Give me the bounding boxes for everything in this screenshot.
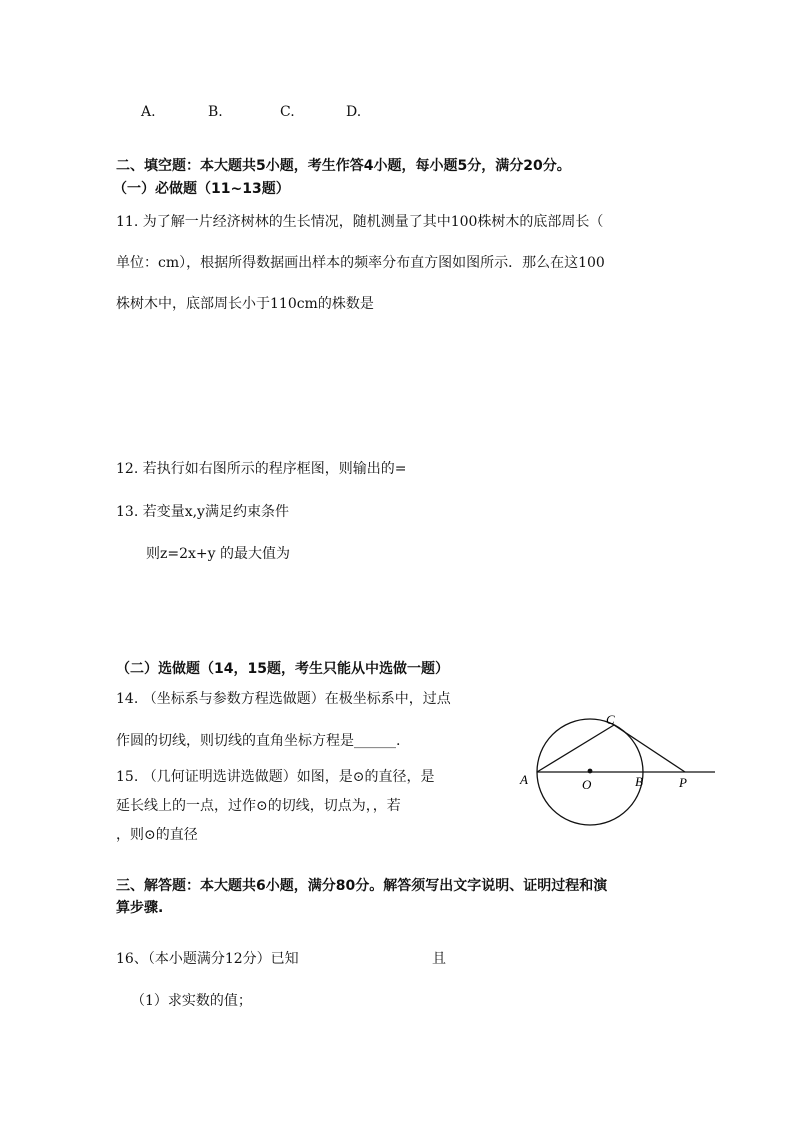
optional-header: （二）选做题（14，15题，考生只能从中选做一题）	[116, 661, 449, 677]
circle-tangent-figure	[510, 705, 725, 835]
q14-line2: 作圆的切线，则切线的直角坐标方程是______.	[116, 733, 401, 749]
option-a: A.	[141, 104, 156, 120]
q16: 16、（本小题满分12分）已知	[116, 951, 299, 967]
section2-header: 二、填空题：本大题共5小题，考生作答4小题，每小题5分，满分20分。	[116, 158, 571, 174]
option-c: C.	[280, 104, 295, 120]
label-p: P	[679, 775, 687, 790]
q15-line1: 15. （几何证明选讲选做题）如图，是⊙的直径，是	[116, 769, 435, 785]
q15-line2: 延长线上的一点，过作⊙的切线，切点为，，若	[116, 798, 401, 814]
label-o: O	[582, 777, 592, 792]
tangent-cp	[614, 725, 685, 772]
q13: 13. 若变量x,y满足约束条件	[116, 504, 289, 520]
chord-ac	[537, 725, 614, 772]
q15-line3: ，则⊙的直径	[116, 827, 198, 843]
label-b: B	[635, 774, 643, 789]
option-b: B.	[208, 104, 223, 120]
q16-and: 且	[432, 951, 446, 967]
section3-header-line1: 三、解答题：本大题共6小题，满分80分。解答须写出文字说明、证明过程和演	[116, 878, 608, 894]
q14-line1: 14. （坐标系与参数方程选做题）在极坐标系中，过点	[116, 691, 451, 707]
q13-objective: 则z=2x+y 的最大值为	[146, 546, 290, 562]
q11-line2: 单位：cm），根据所得数据画出样本的频率分布直方图如图所示．那么在这100	[116, 255, 605, 271]
label-c: C	[606, 712, 615, 727]
label-a: A	[520, 772, 528, 787]
q12: 12. 若执行如右图所示的程序框图，则输出的=	[116, 461, 407, 477]
required-header: （一）必做题（11~13题）	[113, 181, 290, 197]
center-dot	[588, 769, 593, 774]
q11-line3: 株树木中，底部周长小于110cm的株数是	[116, 296, 374, 312]
section3-header-line2: 算步骤.	[116, 900, 164, 916]
option-d: D.	[346, 104, 362, 120]
q11-line1: 11. 为了解一片经济树林的生长情况，随机测量了其中100株树木的底部周长（	[116, 214, 604, 230]
q16-part1: （1）求实数的值；	[131, 993, 252, 1009]
